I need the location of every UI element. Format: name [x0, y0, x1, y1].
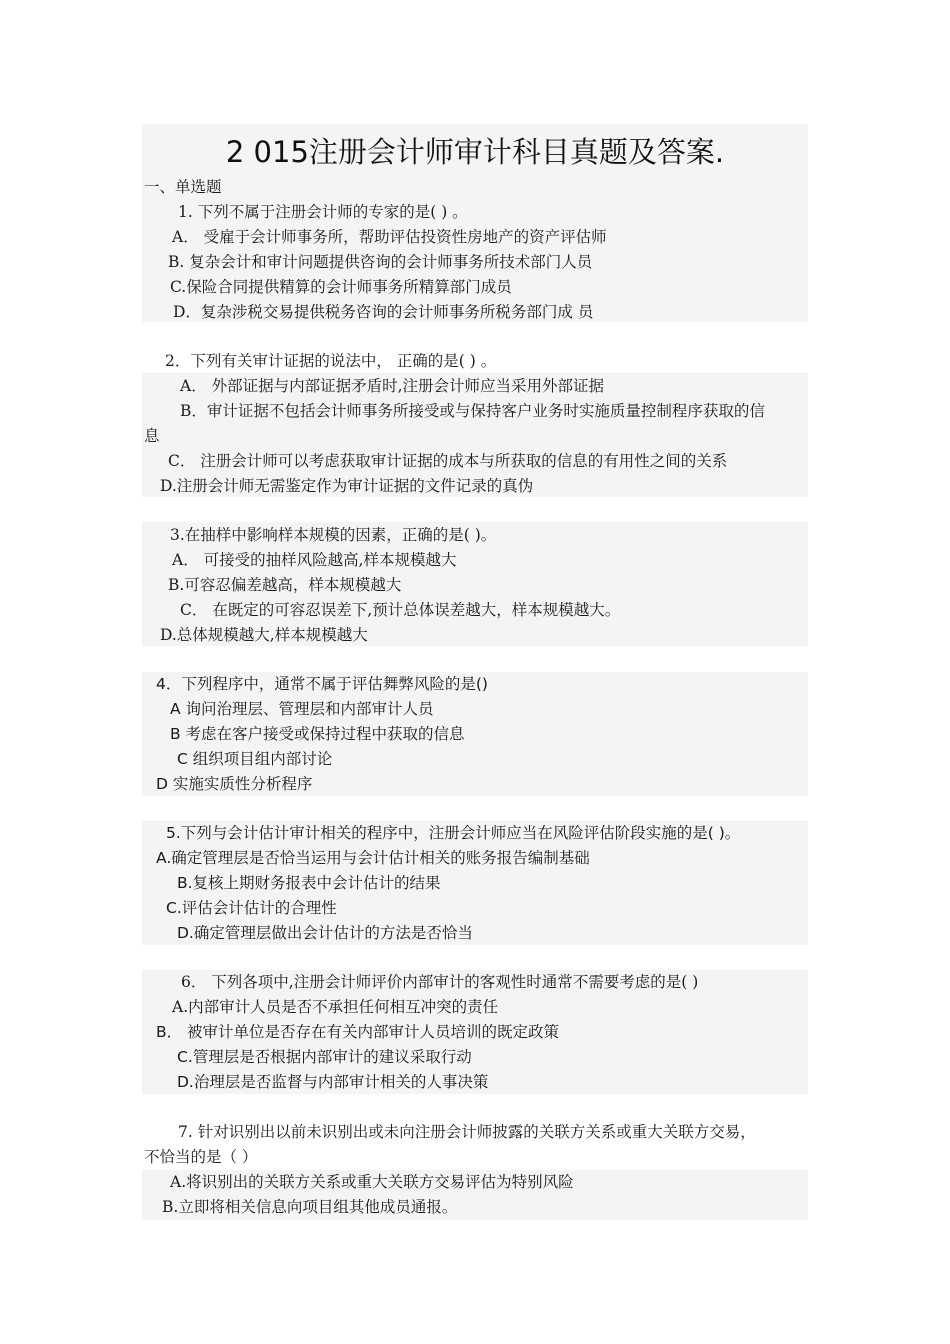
- question-4-option-c: C 组织项目组内部讨论: [177, 750, 333, 768]
- question-2-option-c: C． 注册会计师可以考虑获取审计证据的成本与所获取的信息的有用性之间的关系: [168, 452, 728, 470]
- question-7-option-a: A.将识别出的关联方关系或重大关联方交易评估为特别风险: [170, 1173, 574, 1191]
- question-7-stem: 7. 针对识别出以前未识别出或未向注册会计师披露的关联方关系或重大关联方交易，: [178, 1123, 756, 1141]
- question-7-stem-cont: 不恰当的是（ ）: [144, 1148, 258, 1166]
- question-3-option-a: A． 可接受的抽样风险越高,样本规模越大: [172, 551, 457, 569]
- question-5-option-d: D.确定管理层做出会计估计的方法是否恰当: [177, 924, 473, 942]
- question-2-option-a: A． 外部证据与内部证据矛盾时,注册会计师应当采用外部证据: [180, 377, 605, 395]
- question-7-option-b: B.立即将相关信息向项目组其他成员通报。: [162, 1198, 458, 1216]
- question-1-option-b: B. 复杂会计和审计问题提供咨询的会计师事务所技术部门人员: [168, 253, 593, 271]
- question-5-option-a: A.确定管理层是否恰当运用与会计估计相关的账务报告编制基础: [156, 849, 590, 867]
- question-1-option-c: C.保险合同提供精算的会计师事务所精算部门成员: [170, 278, 512, 296]
- question-5-option-c: C.评估会计估计的合理性: [166, 899, 337, 917]
- question-5-option-b: B.复核上期财务报表中会计估计的结果: [177, 874, 441, 892]
- question-3-option-b: B.可容忍偏差越高，样本规模越大: [168, 576, 402, 594]
- question-6-stem: 6． 下列各项中,注册会计师评价内部审计的客观性时通常不需要考虑的是( ): [181, 973, 699, 991]
- question-4-option-a: A 询问治理层、管理层和内部审计人员: [170, 700, 434, 718]
- question-6-option-c: C.管理层是否根据内部审计的建议采取行动: [177, 1048, 472, 1066]
- question-5-stem: 5.下列与会计估计审计相关的程序中，注册会计师应当在风险评估阶段实施的是( )。: [166, 824, 741, 842]
- question-6-option-d: D.治理层是否监督与内部审计相关的人事决策: [177, 1073, 489, 1091]
- question-3-option-d: D.总体规模越大,样本规模越大: [160, 626, 368, 644]
- question-1-option-a: A． 受雇于会计师事务所，帮助评估投资性房地产的资产评估师: [172, 228, 607, 246]
- document-title: 2 015注册会计师审计科目真题及答案.: [225, 135, 725, 169]
- question-4-option-b: B 考虑在客户接受或保持过程中获取的信息: [170, 725, 465, 743]
- question-3-stem: 3.在抽样中影响样本规模的因素，正确的是( )。: [170, 526, 497, 544]
- question-2-option-d: D.注册会计师无需鉴定作为审计证据的文件记录的真伪: [160, 477, 534, 495]
- question-1-stem: 1. 下列不属于注册会计师的专家的是( ) 。: [178, 203, 468, 221]
- question-6-option-a: A.内部审计人员是否不承担任何相互冲突的责任: [172, 998, 499, 1016]
- question-4-stem: 4．下列程序中，通常不属于评估舞弊风险的是(): [156, 675, 488, 693]
- question-6-option-b: B． 被审计单位是否存在有关内部审计人员培训的既定政策: [156, 1023, 560, 1041]
- question-1-option-d: D．复杂涉税交易提供税务咨询的会计师事务所税务部门成 员: [173, 303, 594, 321]
- section-heading: 一、单选题: [144, 178, 222, 196]
- question-2-stem: 2．下列有关审计证据的说法中， 正确的是( ) 。: [165, 352, 497, 370]
- question-3-option-c: C． 在既定的可容忍误差下,预计总体误差越大，样本规模越大。: [180, 601, 621, 619]
- question-2-option-b: B．审计证据不包括会计师事务所接受或与保持客户业务时实施质量控制程序获取的信: [180, 402, 765, 420]
- question-4-option-d: D 实施实质性分析程序: [156, 775, 313, 793]
- question-2-option-b-cont: 息: [144, 427, 160, 445]
